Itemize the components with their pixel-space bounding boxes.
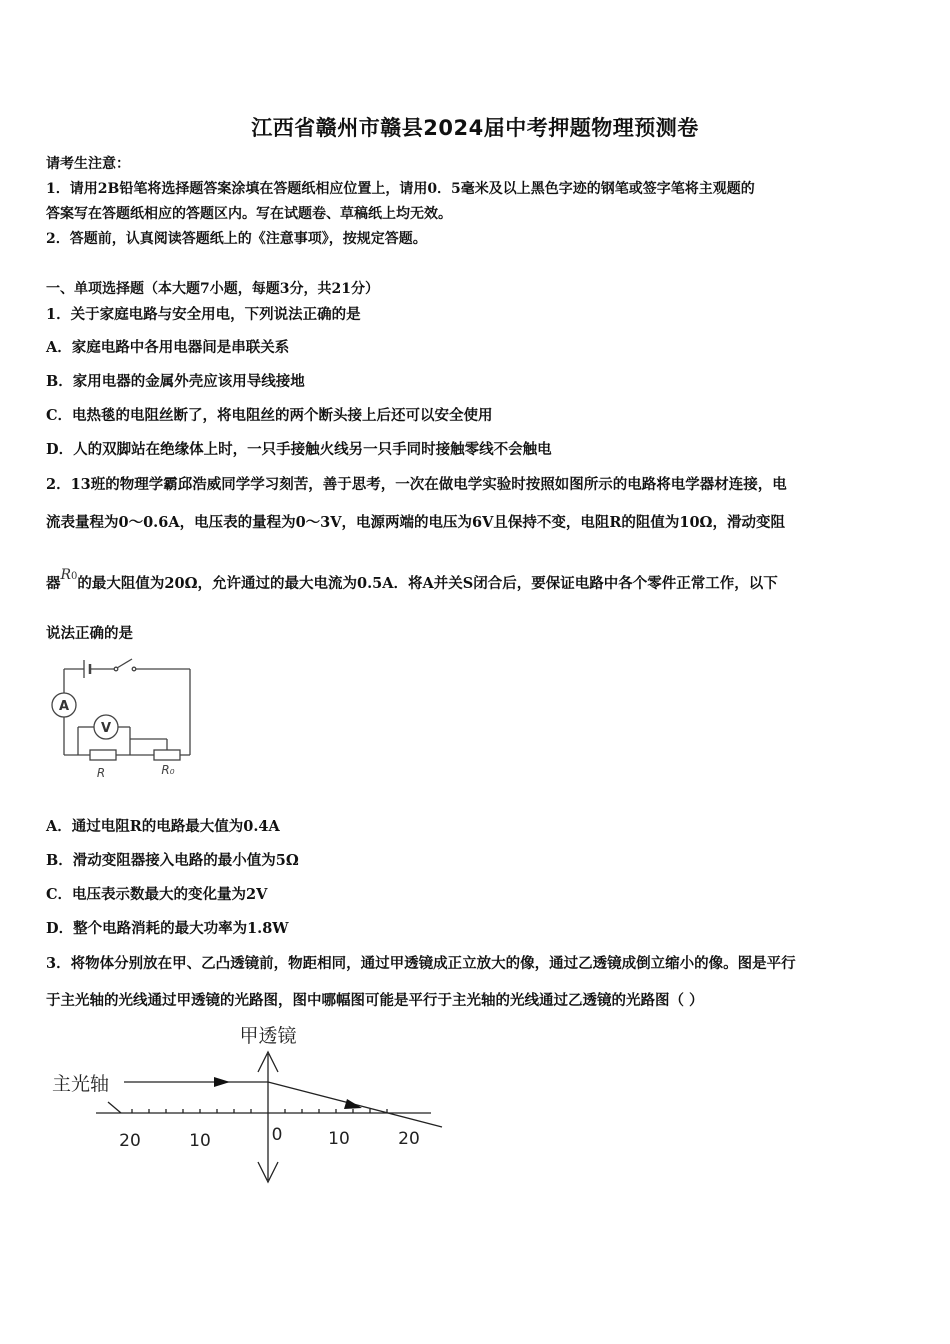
q1-stem: 1．关于家庭电路与安全用电，下列说法正确的是 — [46, 306, 361, 323]
lens-diagram — [46, 1020, 456, 1190]
tick-label-10: 10 — [328, 1129, 350, 1149]
switch-blade — [117, 659, 132, 668]
q2-option-b: B．滑动变阻器接入电路的最小值为5Ω — [46, 852, 299, 869]
q2-line3-prefix: 器 — [46, 575, 61, 592]
q1-option-b: B．家用电器的金属外壳应该用导线接地 — [46, 373, 305, 390]
r0-subscript: 0 — [71, 571, 78, 582]
q1-option-d: D．人的双脚站在绝缘体上时，一只手接触火线另一只手同时接触零线不会触电 — [46, 441, 552, 458]
circuit-diagram — [46, 655, 206, 785]
axis-label: 主光轴 — [52, 1073, 110, 1095]
notice-item-1: 1．请用2B铅笔将选择题答案涂填在答题纸相应位置上，请用0．5毫米及以上黑色字迹的钢笔或签字笔将主观题的 — [46, 181, 755, 197]
resistor-r — [90, 750, 116, 760]
tick-label-20: 20 — [398, 1129, 420, 1149]
r0-symbol — [61, 567, 78, 583]
q3-stem-line2: 于主光轴的光线通过甲透镜的光路图，图中哪幅图可能是平行于主光轴的光线通过乙透镜的光路图（ ） — [46, 992, 704, 1009]
ammeter-label: A — [58, 699, 70, 714]
q1-option-c: C．电热毯的电阻丝断了，将电阻丝的两个断头接上后还可以安全使用 — [46, 407, 493, 424]
notice-item-2: 2．答题前，认真阅读答题纸上的《注意事项》，按规定答题。 — [46, 231, 427, 247]
q2-line3-text: 的最大阻值为20Ω，允许通过的最大电流为0.5A．将A并关S闭合后，要保证电路中各个零件正常工作，以下 — [77, 575, 778, 592]
incident-ray-arrowhead — [214, 1077, 230, 1087]
q3-stem-line1: 3．将物体分别放在甲、乙凸透镜前，物距相同，通过甲透镜成正立放大的像，通过乙透镜成倒立缩小的像。图是平行 — [46, 955, 796, 972]
rheostat-label: R₀ — [161, 763, 175, 777]
tick-label-0: 0 — [271, 1125, 283, 1145]
q2-option-d: D．整个电路消耗的最大功率为1.8W — [46, 920, 289, 937]
q2-stem-line1: 2．13班的物理学霸邱浩威同学学习刻苦，善于思考，一次在做电学实验时按照如图所示的电路将电学器材连接，电 — [46, 476, 787, 493]
refracted-ray-arrowhead — [344, 1099, 362, 1109]
q2-stem-line2: 流表量程为0～0.6A，电压表的量程为0～3V，电源两端的电压为6V且保持不变，电阻R的阻值为10Ω，滑动变阻 — [46, 514, 785, 531]
q1-option-a: A．家庭电路中各用电器间是串联关系 — [46, 339, 290, 356]
rheostat-r0 — [154, 750, 180, 760]
section-heading: 一、单项选择题（本大题7小题，每题3分，共21分） — [46, 281, 379, 297]
voltmeter-label: V — [100, 721, 112, 736]
lens-label: 甲透镜 — [239, 1025, 297, 1047]
q2-option-c: C．电压表示数最大的变化量为2V — [46, 886, 268, 903]
resistor-label: R — [96, 766, 106, 780]
q2-stem-line3 — [46, 567, 916, 593]
switch-contact — [132, 667, 136, 671]
r0-letter: R — [60, 567, 72, 583]
q2-stem-line4: 说法正确的是 — [46, 625, 133, 642]
tick-label-neg-20: 20 — [119, 1131, 141, 1151]
axis-label-leader — [108, 1102, 121, 1113]
notice-heading: 请考生注意： — [46, 156, 130, 172]
page-title: 江西省赣州市赣县2024届中考押题物理预测卷 — [251, 116, 699, 140]
q2-option-a: A．通过电阻R的电路最大值为0.4A — [46, 818, 280, 835]
tick-label-neg-10: 10 — [189, 1131, 211, 1151]
notice-item-1-cont: 答案写在答题纸相应的答题区内。写在试题卷、草稿纸上均无效。 — [46, 206, 452, 222]
